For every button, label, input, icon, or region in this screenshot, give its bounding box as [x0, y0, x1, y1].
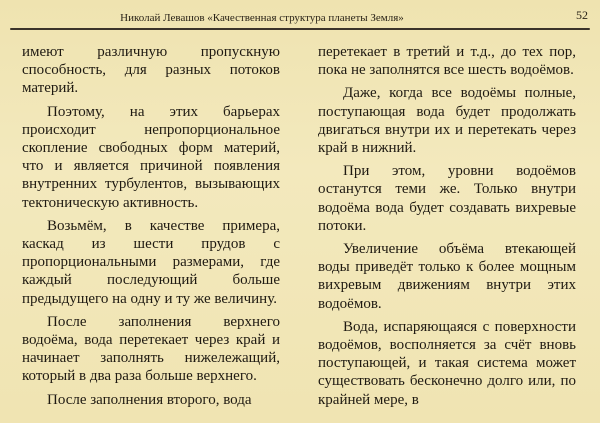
paragraph: Возьмём, в качестве примера, каскад из шести прудов с пропорциональными размерами, где каждый последующий больше предыдущего на одну и ту же величину.: [22, 217, 280, 307]
paragraph: имеют различную пропускную способность, для разных потоков материй.: [22, 44, 280, 97]
paragraph: После заполнения верхнего водоёма, вода перетекает через край и начинает заполнять нижележащий, который в два раза больше верхнего.: [22, 313, 280, 385]
header-divider: [10, 28, 590, 30]
paragraph: Даже, когда все водоёмы полные, поступающая вода будет продолжать двигаться внутри их и перетекать через край в нижний.: [318, 85, 576, 157]
paragraph: перетекает в третий и т.д., до тех пор, пока не заполнятся все шесть водоёмов.: [318, 44, 576, 79]
left-text-column: [22, 43, 280, 423]
paragraph: Увеличение объёма втекающей воды приведёт только к более мощным вихревым движениям внутри этих водоёмов.: [318, 241, 576, 312]
paragraph: Поэтому, на этих барьерах происходит непропорциональное скопление свободных форм материй, что и является причиной появления внутренних турбулентов, вызывающих тектоническую активность.: [22, 103, 280, 211]
right-text-column: [318, 43, 576, 423]
running-title: Николай Левашов «Качественная структура планеты Земля»: [120, 12, 404, 24]
page-number: 52: [576, 8, 588, 22]
paragraph: При этом, уровни водоёмов останутся теми же. Только внутри водоёма вода будет создавать вихревые потоки.: [318, 163, 576, 234]
paragraph: Вода, испаряющаяся с поверхности водоёмов, восполняется за счёт вновь поступающей, и такая система может существовать бесконечно долго или, по крайней мере, в: [318, 318, 576, 408]
page-header: [0, 0, 600, 36]
paragraph: После заполнения второго, вода: [47, 391, 252, 408]
